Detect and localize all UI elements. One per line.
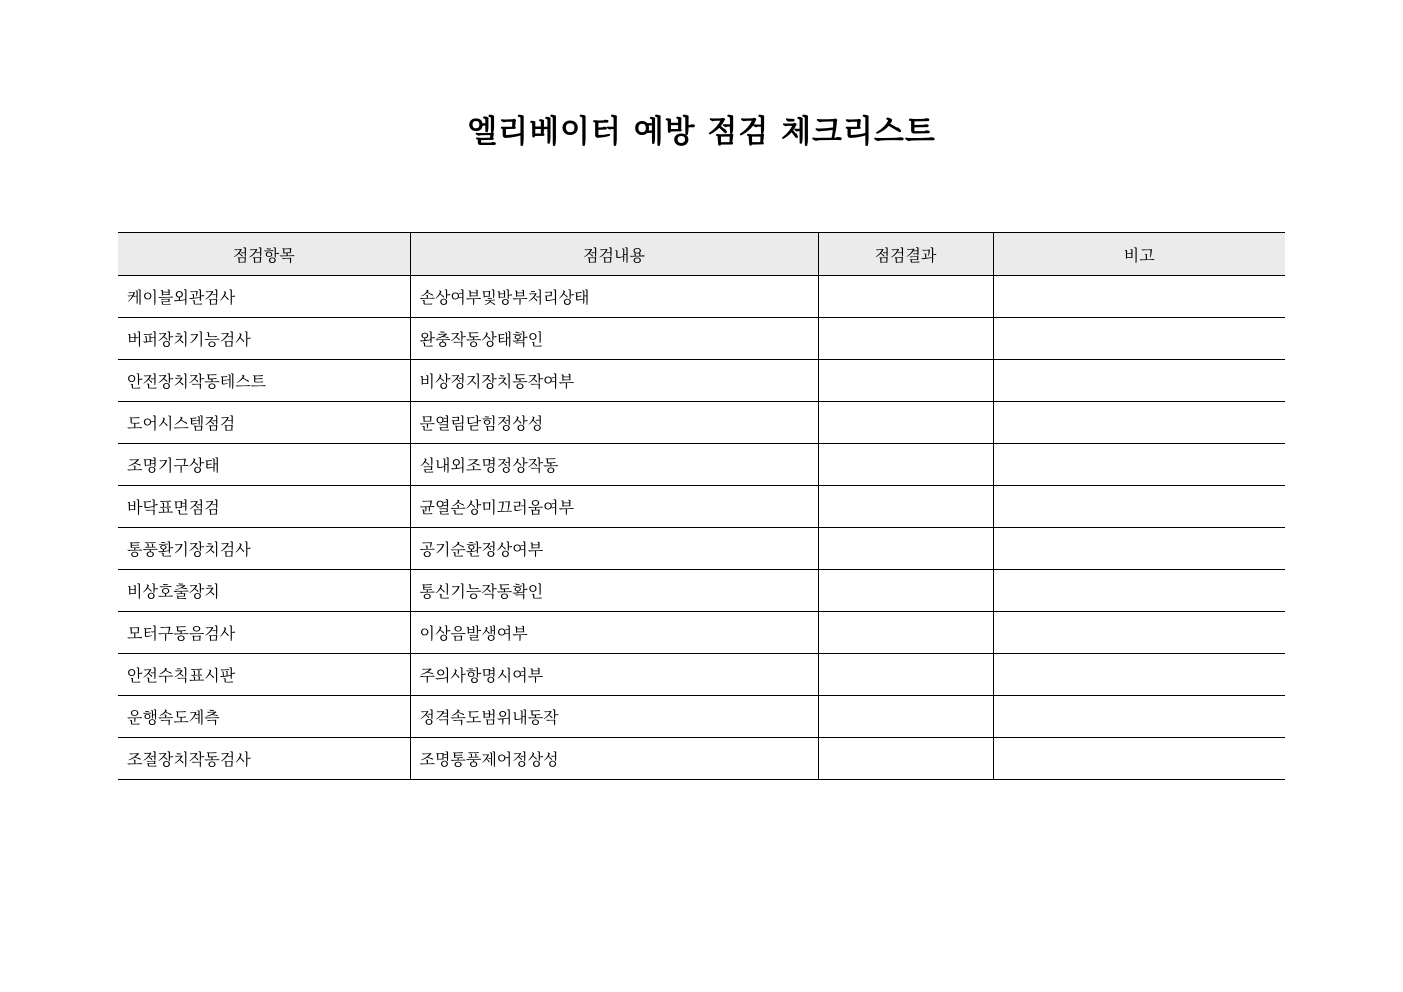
header-remarks: 비고 — [993, 233, 1285, 276]
header-inspection-item: 점검항목 — [118, 233, 410, 276]
cell-remarks[interactable] — [993, 444, 1285, 486]
cell-inspection-content: 조명통풍제어정상성 — [410, 738, 818, 780]
cell-inspection-item: 통풍환기장치검사 — [118, 528, 410, 570]
table-header — [118, 233, 1285, 276]
cell-inspection-result[interactable] — [818, 360, 993, 402]
checklist-table — [118, 232, 1285, 780]
cell-inspection-result[interactable] — [818, 570, 993, 612]
cell-remarks[interactable] — [993, 612, 1285, 654]
cell-remarks[interactable] — [993, 276, 1285, 318]
cell-inspection-result[interactable] — [818, 486, 993, 528]
table-row — [118, 570, 1285, 612]
cell-remarks[interactable] — [993, 738, 1285, 780]
cell-inspection-content: 실내외조명정상작동 — [410, 444, 818, 486]
cell-inspection-item: 버퍼장치기능검사 — [118, 318, 410, 360]
cell-inspection-item: 도어시스템점검 — [118, 402, 410, 444]
table-row — [118, 444, 1285, 486]
cell-remarks[interactable] — [993, 654, 1285, 696]
table-row — [118, 486, 1285, 528]
table-row — [118, 276, 1285, 318]
cell-inspection-result[interactable] — [818, 528, 993, 570]
cell-inspection-content: 문열림닫힘정상성 — [410, 402, 818, 444]
cell-inspection-result[interactable] — [818, 276, 993, 318]
document-title: 엘리베이터 예방 점검 체크리스트 — [467, 114, 936, 150]
cell-inspection-result[interactable] — [818, 612, 993, 654]
table-row — [118, 528, 1285, 570]
table-row — [118, 696, 1285, 738]
table-row — [118, 654, 1285, 696]
cell-remarks[interactable] — [993, 360, 1285, 402]
cell-inspection-item: 조절장치작동검사 — [118, 738, 410, 780]
table-row — [118, 360, 1285, 402]
cell-remarks[interactable] — [993, 486, 1285, 528]
cell-remarks[interactable] — [993, 402, 1285, 444]
cell-inspection-item: 바닥표면점검 — [118, 486, 410, 528]
header-row — [118, 233, 1285, 276]
table-body — [118, 276, 1285, 780]
cell-inspection-content: 정격속도범위내동작 — [410, 696, 818, 738]
cell-inspection-item: 조명기구상태 — [118, 444, 410, 486]
cell-inspection-item: 모터구동음검사 — [118, 612, 410, 654]
header-inspection-result: 점검결과 — [818, 233, 993, 276]
cell-remarks[interactable] — [993, 528, 1285, 570]
cell-inspection-result[interactable] — [818, 402, 993, 444]
cell-remarks[interactable] — [993, 696, 1285, 738]
cell-remarks[interactable] — [993, 570, 1285, 612]
cell-inspection-content: 균열손상미끄러움여부 — [410, 486, 818, 528]
cell-inspection-result[interactable] — [818, 696, 993, 738]
header-inspection-content: 점검내용 — [410, 233, 818, 276]
cell-inspection-item: 안전수칙표시판 — [118, 654, 410, 696]
table-row — [118, 738, 1285, 780]
cell-inspection-result[interactable] — [818, 444, 993, 486]
cell-inspection-content: 통신기능작동확인 — [410, 570, 818, 612]
cell-inspection-content: 이상음발생여부 — [410, 612, 818, 654]
cell-remarks[interactable] — [993, 318, 1285, 360]
cell-inspection-content: 주의사항명시여부 — [410, 654, 818, 696]
table-row — [118, 612, 1285, 654]
cell-inspection-content: 비상정지장치동작여부 — [410, 360, 818, 402]
cell-inspection-item: 케이블외관검사 — [118, 276, 410, 318]
cell-inspection-result[interactable] — [818, 654, 993, 696]
table-row — [118, 318, 1285, 360]
cell-inspection-item: 운행속도계측 — [118, 696, 410, 738]
cell-inspection-content: 완충작동상태확인 — [410, 318, 818, 360]
table-row — [118, 402, 1285, 444]
cell-inspection-result[interactable] — [818, 318, 993, 360]
cell-inspection-content: 공기순환정상여부 — [410, 528, 818, 570]
cell-inspection-content: 손상여부및방부처리상태 — [410, 276, 818, 318]
cell-inspection-item: 안전장치작동테스트 — [118, 360, 410, 402]
cell-inspection-item: 비상호출장치 — [118, 570, 410, 612]
cell-inspection-result[interactable] — [818, 738, 993, 780]
